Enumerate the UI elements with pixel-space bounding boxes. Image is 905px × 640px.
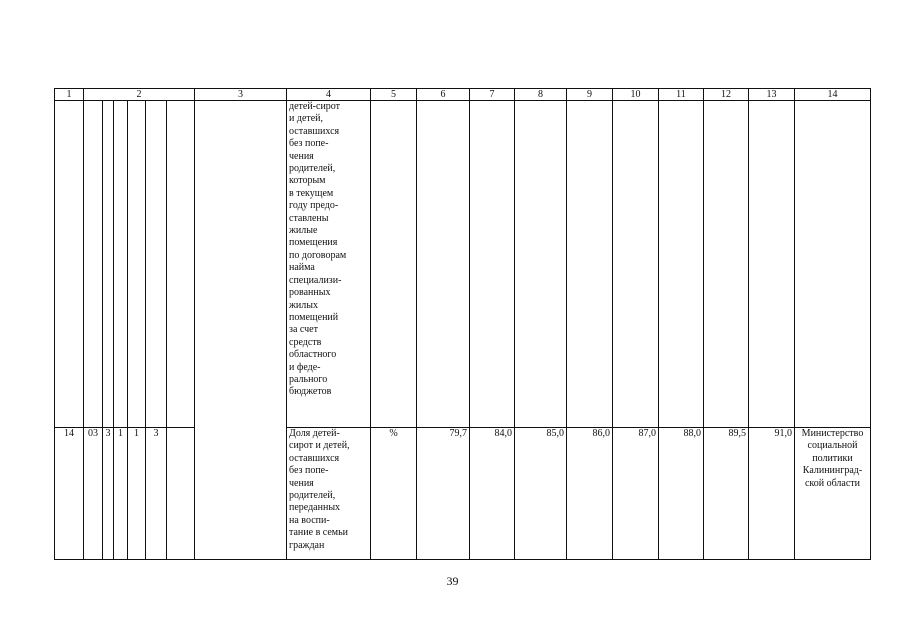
header-cell-4: 4 <box>287 89 371 101</box>
header-cell-5: 5 <box>371 89 417 101</box>
cell-empty <box>795 101 871 428</box>
cell-empty <box>167 101 195 428</box>
code-cell: 03 <box>84 428 103 560</box>
cell-empty <box>114 101 128 428</box>
responsible-executor <box>795 428 871 560</box>
header-cell-6: 6 <box>417 89 470 101</box>
value-cell: 89,5 <box>704 428 749 560</box>
indicator-description <box>287 428 371 560</box>
cell-empty <box>613 101 659 428</box>
header-cell-2: 2 <box>84 89 195 101</box>
value-cell: 85,0 <box>515 428 567 560</box>
header-cell-8: 8 <box>515 89 567 101</box>
continuation-row <box>55 101 871 428</box>
value-cell: 84,0 <box>470 428 515 560</box>
header-cell-1: 1 <box>55 89 84 101</box>
page-number: 39 <box>446 574 459 588</box>
code-cell: 1 <box>114 428 128 560</box>
cell-empty <box>84 101 103 428</box>
cell-empty <box>128 101 146 428</box>
header-cell-13: 13 <box>749 89 795 101</box>
cell-empty <box>371 101 417 428</box>
unit-cell: % <box>371 428 417 560</box>
cell-empty <box>749 101 795 428</box>
cell-empty <box>167 428 195 560</box>
header-cell-7: 7 <box>470 89 515 101</box>
code-cell: 3 <box>103 428 114 560</box>
header-cell-14: 14 <box>795 89 871 101</box>
cell-empty <box>567 101 613 428</box>
cell-empty <box>55 101 84 428</box>
header-cell-3: 3 <box>195 89 287 101</box>
cell-empty <box>470 101 515 428</box>
header-cell-11: 11 <box>659 89 704 101</box>
column-3-merged-cell <box>195 101 287 560</box>
header-cell-9: 9 <box>567 89 613 101</box>
value-cell: 88,0 <box>659 428 704 560</box>
indicator-description-text: Доля детей- сирот и детей, оставшихся без попе- чения родителей, переданных на воспи- тание в семьи граждан <box>289 428 350 551</box>
value-cell: 87,0 <box>613 428 659 560</box>
cell-empty <box>515 101 567 428</box>
value-cell: 86,0 <box>567 428 613 560</box>
value-cell: 91,0 <box>749 428 795 560</box>
continuation-description <box>287 101 371 428</box>
responsible-executor-text: Министерство социальной политики Калининград- ской области <box>801 428 864 489</box>
cell-empty <box>704 101 749 428</box>
header-cell-10: 10 <box>613 89 659 101</box>
value-cell: 79,7 <box>417 428 470 560</box>
code-cell: 3 <box>146 428 167 560</box>
indicator-row <box>55 428 871 560</box>
cell-empty <box>659 101 704 428</box>
indicator-table <box>54 88 871 560</box>
cell-empty <box>103 101 114 428</box>
continuation-description-text: детей-сирот и детей, оставшихся без попе- чения родителей, которым в текущем году предо- ставлены жилые помещения по договорам найма специализи- рованных жилых помещений за счет средств областного и феде- рального бюджетов <box>289 101 347 398</box>
cell-empty <box>146 101 167 428</box>
row-number: 14 <box>55 428 84 560</box>
cell-empty <box>417 101 470 428</box>
header-row <box>55 89 871 101</box>
header-cell-12: 12 <box>704 89 749 101</box>
code-cell: 1 <box>128 428 146 560</box>
